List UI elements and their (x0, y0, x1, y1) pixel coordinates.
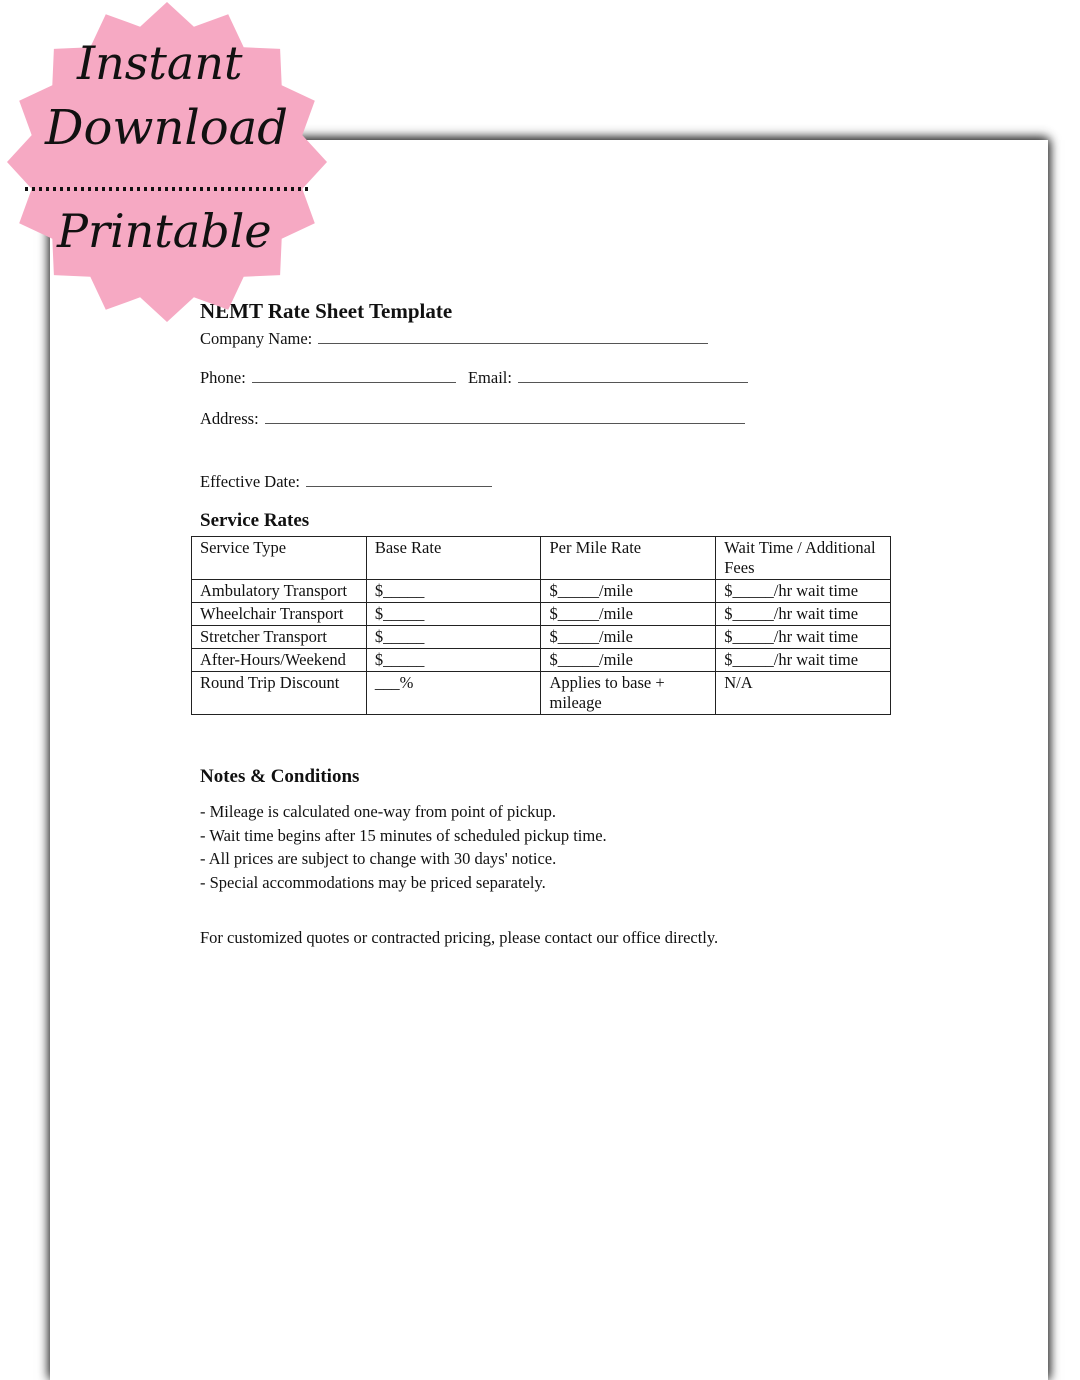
phone-blank[interactable] (252, 365, 456, 383)
company-name-field (200, 326, 708, 349)
badge-line-printable: Printable (57, 204, 272, 258)
table-cell[interactable]: $_____/mile (541, 603, 716, 626)
notes-list (200, 800, 607, 894)
email-label: Email: (467, 368, 512, 387)
table-row (192, 626, 891, 649)
table-cell[interactable]: $_____ (366, 649, 541, 672)
table-header-cell: Base Rate (366, 537, 541, 580)
effective-date-blank[interactable] (306, 469, 492, 487)
table-header-cell: Per Mile Rate (541, 537, 716, 580)
note-item: - All prices are subject to change with 30 days' notice. (200, 849, 557, 868)
rates-table (191, 536, 891, 715)
table-header-cell: Service Type (192, 537, 367, 580)
table-cell[interactable]: $_____/hr wait time (716, 649, 891, 672)
table-header-cell: Wait Time / Additional Fees (716, 537, 891, 580)
company-name-label: Company Name: (200, 329, 313, 348)
table-cell[interactable]: $_____ (366, 626, 541, 649)
phone-label: Phone: (200, 368, 246, 387)
table-cell: Applies to base + mileage (541, 672, 716, 715)
table-cell: After-Hours/Weekend (192, 649, 367, 672)
table-cell[interactable]: $_____/hr wait time (716, 626, 891, 649)
note-item: - Wait time begins after 15 minutes of scheduled pickup time. (200, 825, 607, 845)
table-cell: Round Trip Discount (192, 672, 367, 715)
note-item: - Special accommodations may be priced separately. (200, 872, 546, 892)
notes-heading: Notes & Conditions (200, 766, 360, 787)
table-cell: Wheelchair Transport (192, 603, 367, 626)
service-rates-heading: Service Rates (200, 510, 310, 531)
address-field (200, 406, 745, 429)
effective-date-label: Effective Date: (200, 472, 301, 491)
email-blank[interactable] (518, 365, 748, 383)
table-row (192, 603, 891, 626)
table-header-row (192, 537, 891, 580)
table-cell[interactable]: $_____/mile (541, 649, 716, 672)
badge-line-instant: Instant (77, 36, 243, 90)
phone-email-field (200, 365, 748, 388)
page-title: NEMT Rate Sheet Template (200, 299, 453, 323)
company-name-blank[interactable] (318, 326, 708, 344)
note-item: - Mileage is calculated one-way from point of pickup. (200, 802, 557, 821)
effective-date-field (200, 469, 492, 492)
table-cell[interactable]: $_____ (366, 580, 541, 603)
address-blank[interactable] (265, 406, 745, 424)
badge-line-download: Download (45, 100, 288, 156)
footer-text: For customized quotes or contracted pricing, please contact our office directly. (200, 928, 719, 947)
table-row (192, 672, 891, 715)
address-label: Address: (200, 409, 259, 428)
table-cell: N/A (716, 672, 891, 715)
table-cell[interactable]: $_____/mile (541, 580, 716, 603)
table-cell[interactable]: ___% (366, 672, 541, 715)
table-cell[interactable]: $_____/hr wait time (716, 603, 891, 626)
instant-download-badge (5, 0, 330, 325)
table-row (192, 580, 891, 603)
table-cell: Stretcher Transport (192, 626, 367, 649)
table-cell[interactable]: $_____/hr wait time (716, 580, 891, 603)
table-cell[interactable]: $_____/mile (541, 626, 716, 649)
table-row (192, 649, 891, 672)
table-cell: Ambulatory Transport (192, 580, 367, 603)
table-cell[interactable]: $_____ (366, 603, 541, 626)
